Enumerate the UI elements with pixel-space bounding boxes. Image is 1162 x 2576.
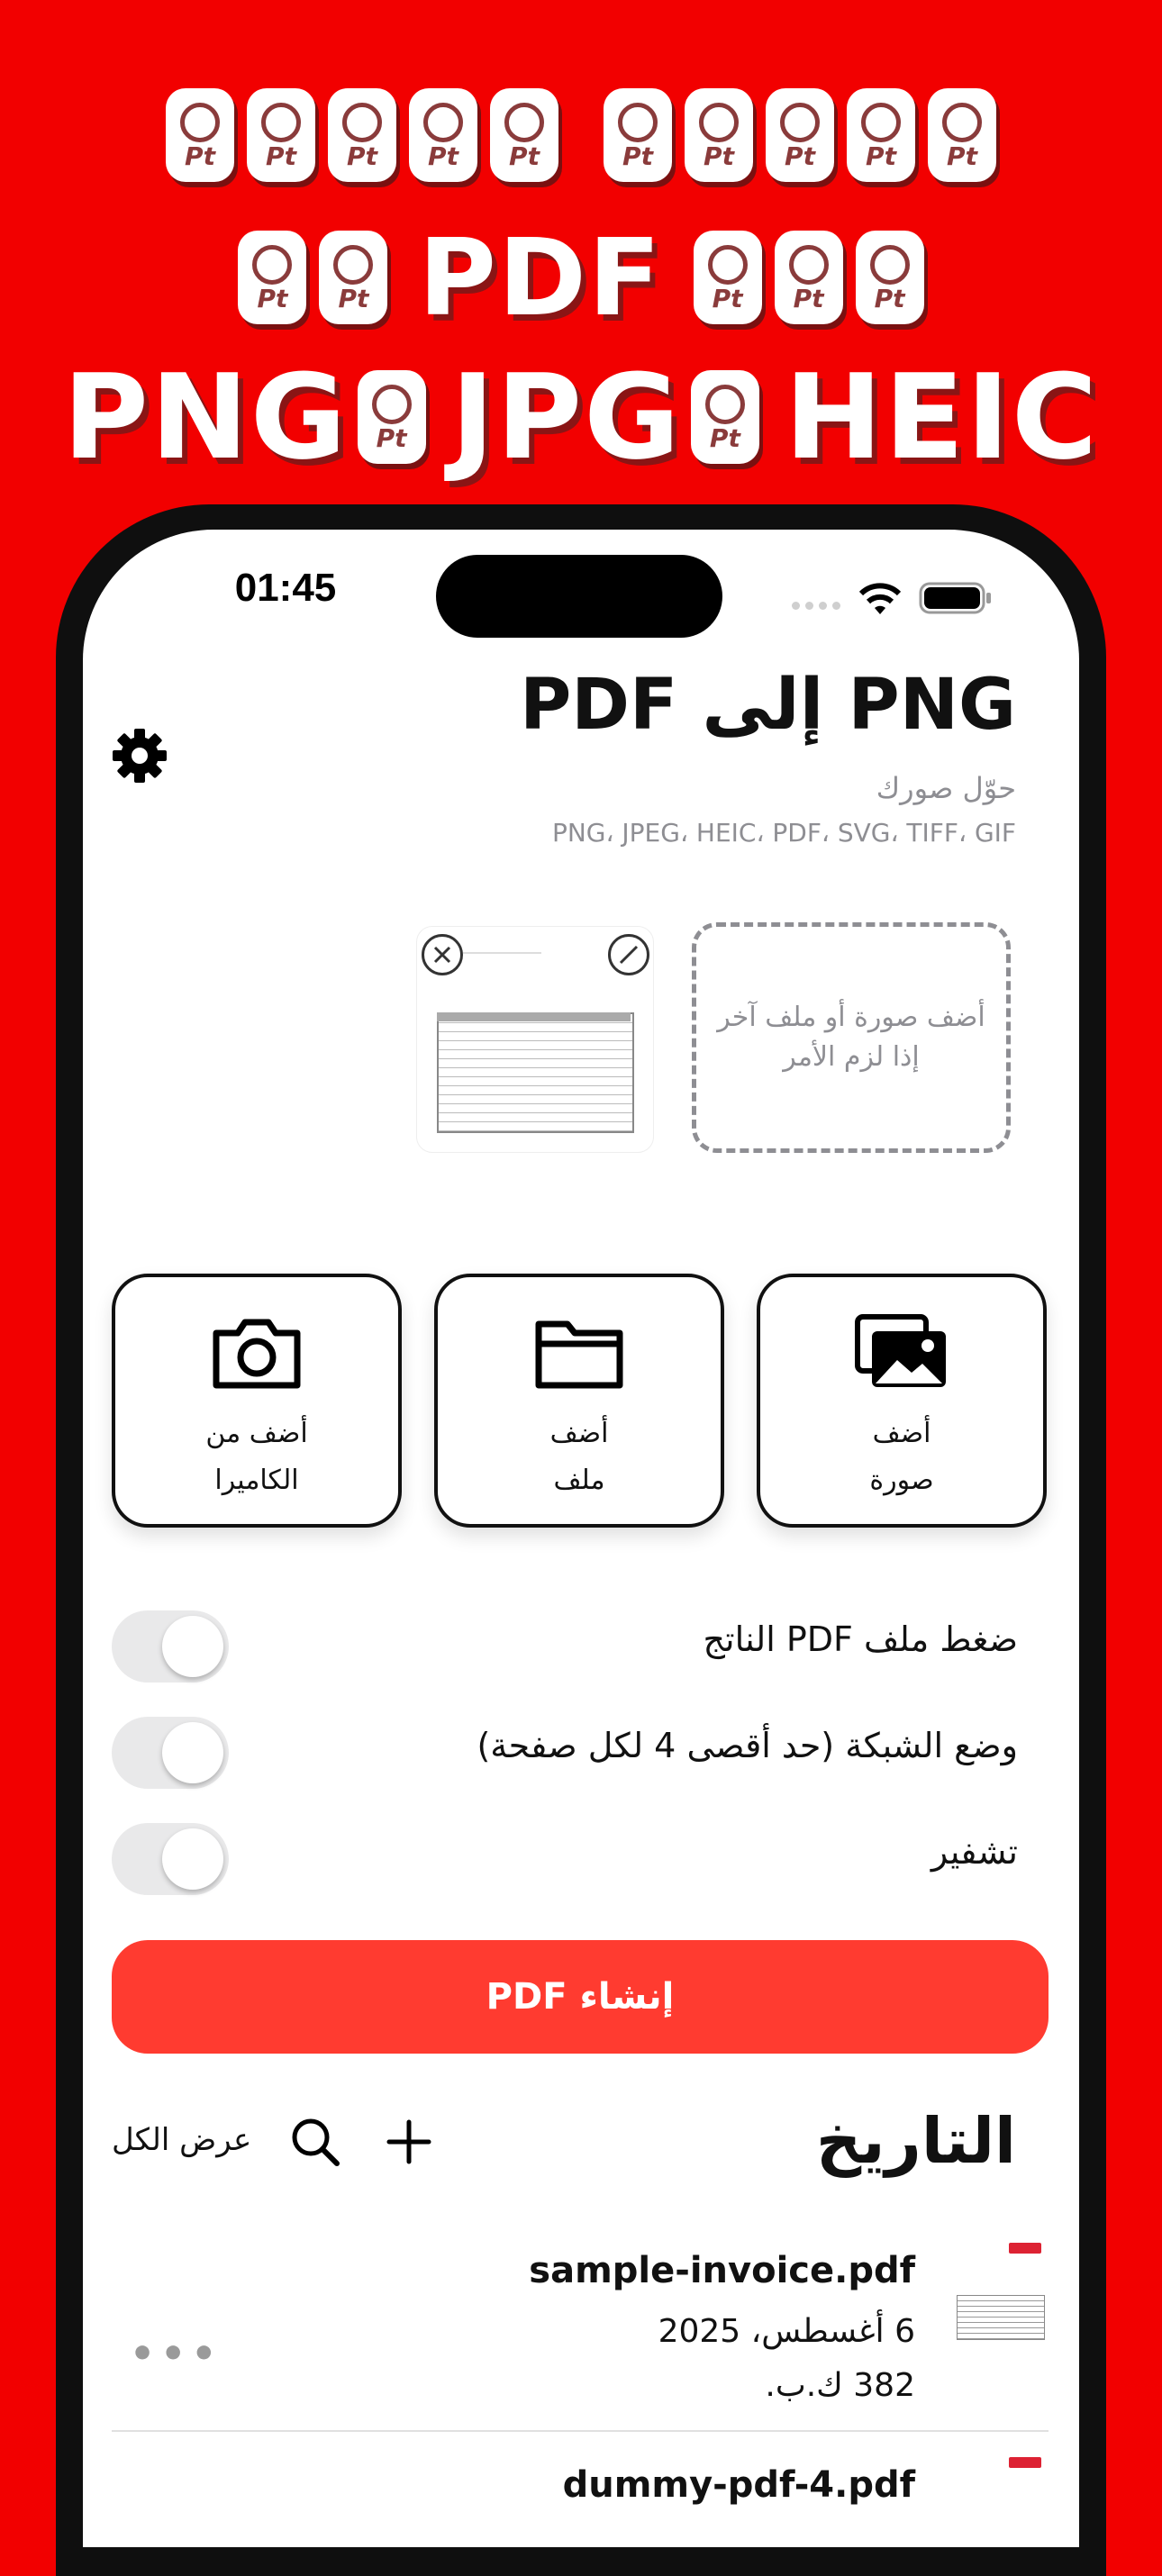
promo-header: [0, 0, 1162, 504]
page-title: PNG إلى PDF: [520, 665, 1016, 746]
add-from-camera-button[interactable]: [112, 1274, 402, 1528]
glyph-icon: [685, 88, 753, 182]
plus-icon[interactable]: [384, 2117, 434, 2167]
glyph-icon: [238, 231, 306, 324]
promo-line-1: [0, 86, 1162, 185]
promo-pdf-text: PDF: [418, 215, 663, 340]
encrypt-toggle[interactable]: [112, 1823, 229, 1895]
file-button-label-2: ملف: [553, 1465, 605, 1496]
glyph-icon: [856, 231, 924, 324]
promo-line-2: [0, 215, 1162, 340]
wifi-icon: [858, 582, 903, 618]
compress-toggle[interactable]: [112, 1610, 229, 1683]
encrypt-option-row: [112, 1823, 1018, 1895]
pencil-icon: [611, 937, 647, 973]
battery-icon: [919, 580, 993, 616]
promo-heic-text: HEIC: [784, 349, 1100, 485]
photo-button-label-2: صورة: [869, 1465, 934, 1496]
document-thumbnail[interactable]: [416, 926, 654, 1153]
status-time: 01:45: [234, 566, 337, 610]
supported-formats: PNG، JPEG، HEIC، PDF، SVG، TIFF، GIF: [551, 818, 1016, 848]
photo-gallery-icon: [852, 1311, 951, 1392]
folder-icon: [530, 1311, 629, 1392]
file-thumbnail: [949, 2455, 1049, 2547]
history-list-item[interactable]: [112, 2464, 1049, 2547]
camera-icon: [207, 1311, 306, 1392]
cellular-signal-icon: [792, 602, 840, 610]
glyph-icon: [247, 88, 315, 182]
glyph-icon: [775, 231, 843, 324]
file-date: 6 أغسطس، 2025: [658, 2313, 915, 2350]
file-name: sample-invoice.pdf: [529, 2250, 915, 2291]
promo-png-text: PNG: [62, 349, 349, 485]
more-options-icon[interactable]: •••: [130, 2331, 222, 2377]
encrypt-label: تشفير: [931, 1832, 1018, 1872]
phone-screen: [83, 530, 1079, 2547]
glyph-icon: [928, 88, 996, 182]
add-file-button[interactable]: [434, 1274, 724, 1528]
photo-button-label-1: أضف: [872, 1418, 931, 1449]
promo-line-3: [0, 349, 1162, 485]
history-title: التاريخ: [815, 2104, 1016, 2178]
glyph-icon: [694, 231, 762, 324]
remove-document-button[interactable]: [422, 934, 463, 975]
file-button-label-1: أضف: [549, 1418, 609, 1449]
settings-gear-icon[interactable]: [112, 728, 168, 784]
glyph-icon: [409, 88, 477, 182]
glyph-icon: [847, 88, 915, 182]
glyph-icon: [166, 88, 234, 182]
glyph-icon: [319, 231, 387, 324]
dynamic-island: [436, 555, 722, 638]
promo-jpg-text: JPG: [450, 349, 682, 485]
file-name: dummy-pdf-4.pdf: [562, 2464, 915, 2506]
glyph-icon: [604, 88, 672, 182]
search-icon[interactable]: [288, 2115, 342, 2169]
grid-mode-option-row: [112, 1717, 1018, 1789]
create-pdf-button[interactable]: إنشاء PDF: [112, 1940, 1049, 2054]
glyph-icon: [328, 88, 396, 182]
glyph-icon: [490, 88, 558, 182]
glyph-icon: [691, 370, 759, 464]
add-file-dropzone[interactable]: أضف صورة أو ملف آخر إذا لزم الأمر: [692, 922, 1011, 1153]
camera-button-label-1: أضف من: [205, 1418, 308, 1449]
glyph-icon: [766, 88, 834, 182]
file-size: 382 ك.ب.: [765, 2367, 915, 2404]
compress-option-row: [112, 1610, 1018, 1683]
list-divider: [112, 2430, 1049, 2432]
compress-label: ضغط ملف PDF الناتج: [703, 1619, 1018, 1659]
file-thumbnail: [949, 2241, 1049, 2376]
add-photo-button[interactable]: [757, 1274, 1047, 1528]
close-icon: [424, 937, 460, 973]
camera-button-label-2: الكاميرا: [214, 1465, 299, 1496]
edit-document-button[interactable]: [608, 934, 649, 975]
grid-mode-label: وضع الشبكة (حد أقصى 4 لكل صفحة): [477, 1726, 1018, 1765]
view-all-link[interactable]: عرض الكل: [112, 2122, 252, 2158]
glyph-icon: [358, 370, 426, 464]
grid-mode-toggle[interactable]: [112, 1717, 229, 1789]
page-subtitle: حوّل صورك: [876, 771, 1016, 805]
